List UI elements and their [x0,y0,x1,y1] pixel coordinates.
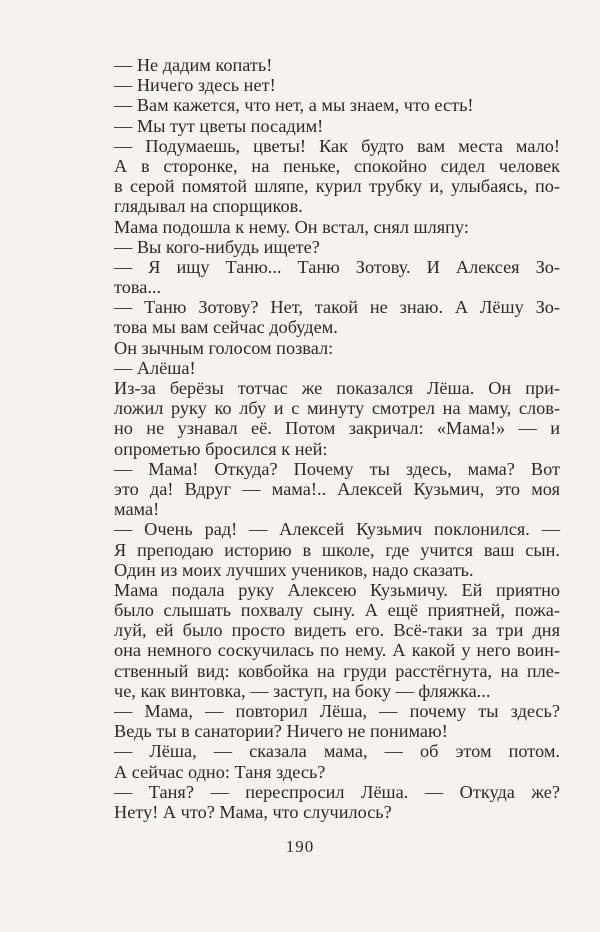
text-line: А в сторонке, на пеньке, спокойно сидел человек [114,155,560,176]
text-line: — Лёша, — сказала мама, — об этом потом. [114,741,560,762]
text-line: Он зычным голосом позвал: [114,337,334,358]
text-line: было слышать похвалу сыну. А ещё приятней, пожа- [114,600,560,621]
text-line: луй, ей было просто видеть его. Всё-таки за три дня [114,620,560,641]
text-line: Ведь ты в санатории? Ничего не понимаю! [114,721,448,742]
text-line: — Вам кажется, что нет, а мы знаем, что есть! [114,95,474,116]
page-number: 190 [285,837,315,856]
text-line: она немного соскучилась по нему. А какой у него воин- [114,640,560,661]
text-line: това мы вам сейчас добудем. [114,317,338,338]
text-line: ложил руку ко лбу и с минуту смотрел на маму, слов- [114,398,560,419]
text-line: Я преподаю историю в школе, где учится ваш сын. [114,539,560,560]
text-line: Мама подала руку Алексею Кузьмичу. Ей приятно [114,579,560,600]
text-line: това... [114,277,162,298]
text-line: — Вы кого-нибудь ищете? [114,236,320,257]
text-line: — Не дадим копать! [114,55,273,75]
text-line: А сейчас одно: Таня здесь? [114,761,326,782]
text-line: — Очень рад! — Алексей Кузьмич поклонился. — [114,519,560,540]
text-line: Нету! А что? Мама, что случилось? [114,801,392,822]
text-line: Мама подошла к нему. Он встал, снял шляпу: [114,216,469,237]
text-line: — Ничего здесь нет! [114,75,276,96]
text-line: — Подумаешь, цветы! Как будто вам места мало! [114,135,560,156]
text-line: в серой помятой шляпе, курил трубку и, улыбаясь, по- [114,176,560,197]
text-line: мама! [114,499,160,520]
text-line: это да! Вдруг — мама!.. Алексей Кузьмич, это моя [114,478,560,499]
text-line: че, как винтовка, — заступ, на боку — фляжка... [114,680,491,701]
text-line: Из-за берёзы тотчас же показался Лёша. Он при- [114,378,560,398]
text-line: но не узнавал её. Потом закричал: «Мама!» — и [114,418,560,439]
text-line: ственный вид: ковбойка на груди расстёгнута, на пле- [114,660,560,681]
text-line: опрометью бросился к ней: [114,438,328,459]
page-text [114,55,560,822]
text-line: — Мама! Откуда? Почему ты здесь, мама? Вот [114,458,560,479]
text-line: Один из моих лучших учеников, надо сказать. [114,559,474,580]
text-line: — Я ищу Таню... Таню Зотову. И Алексея Зо- [114,256,560,277]
text-line: — Алёша! [114,357,196,378]
text-line: — Мама, — повторил Лёша, — почему ты здесь? [114,701,560,721]
text-line: — Мы тут цветы посадим! [114,115,324,136]
text-line: глядывал на спорщиков. [114,196,303,217]
text-line: — Таню Зотову? Нет, такой не знаю. А Лёшу Зо- [114,297,560,318]
text-line: — Таня? — переспросил Лёша. — Откуда же? [114,781,560,802]
